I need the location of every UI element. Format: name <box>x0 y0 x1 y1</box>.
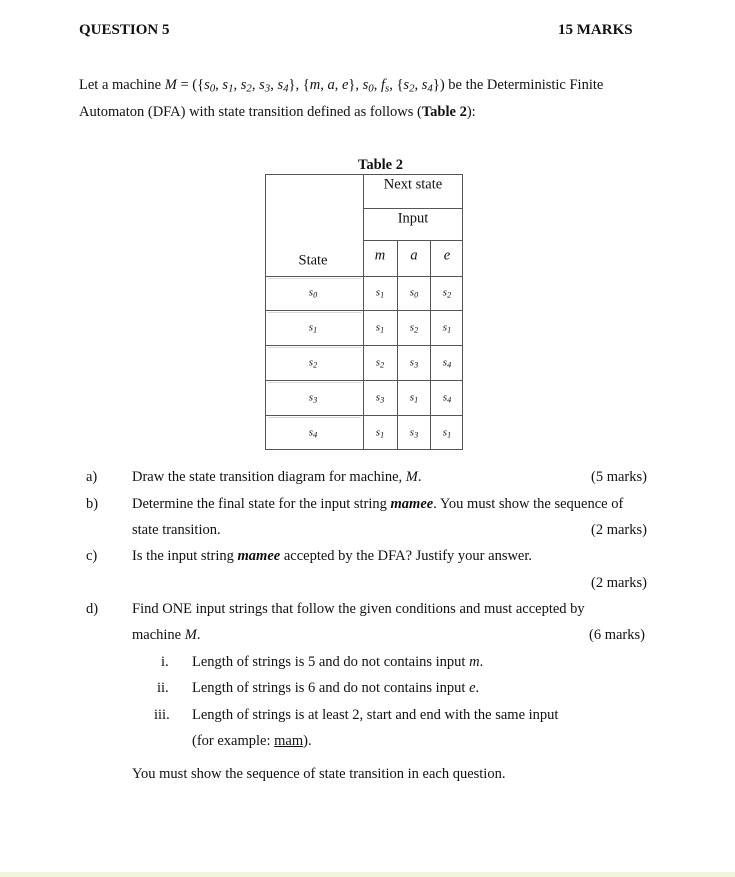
item-i-label: i. <box>161 654 169 670</box>
example-suffix: ). <box>303 733 312 749</box>
start-state: s0 <box>362 77 374 95</box>
machine-symbol: M <box>405 469 418 485</box>
state-cell-s1 <box>309 321 317 334</box>
state-label: s2 <box>308 356 318 370</box>
input-a-header: a <box>410 247 418 264</box>
next-state-cell-s4-a <box>410 426 418 439</box>
question-c-body: Is the input string <box>132 548 238 564</box>
next-state-value: s3 <box>409 426 419 440</box>
page-footer-band <box>0 872 735 877</box>
final-state-s2: s2 <box>403 77 415 95</box>
question-c-marks: (2 marks) <box>591 575 647 591</box>
next-state-value: s1 <box>442 321 452 335</box>
state-label: s3 <box>308 391 318 405</box>
final-states-label: fs <box>380 77 390 95</box>
example-prefix: (for example: <box>192 733 275 749</box>
question-d-body-end: . <box>196 627 201 643</box>
state-label: s0 <box>308 286 318 300</box>
state-label: s4 <box>308 426 318 440</box>
state-header: State <box>298 252 328 269</box>
next-state-value: s1 <box>442 426 452 440</box>
closing-instruction: You must show the sequence of state transition in each question. <box>132 766 506 782</box>
next-state-value: s2 <box>375 356 385 370</box>
next-state-cell-s4-m <box>376 426 384 439</box>
input-string: mamee <box>237 548 281 564</box>
intro-suffix: ) be the Deterministic Finite <box>439 77 604 93</box>
state-cell-s2 <box>309 356 317 369</box>
state-s0: s0 <box>204 77 216 95</box>
next-state-cell-s3-m <box>376 391 384 404</box>
state-label: s1 <box>308 321 318 335</box>
next-state-value: s1 <box>375 426 385 440</box>
next-state-value: s3 <box>409 356 419 370</box>
question-b-body-end: . You must show the sequence of <box>433 496 624 512</box>
next-state-cell-s3-e <box>443 391 451 404</box>
item-iii-label: iii. <box>154 707 170 723</box>
next-state-cell-s1-m <box>376 321 384 334</box>
input-a: a <box>327 77 335 93</box>
intro-line-2 <box>79 104 476 121</box>
machine-symbol: M <box>184 627 197 643</box>
next-state-value: s0 <box>409 286 419 300</box>
question-c-text <box>132 548 532 565</box>
item-ii-body: Length of strings is 6 and do not contains input <box>192 680 470 696</box>
state-cell-s4 <box>309 426 317 439</box>
next-state-cell-s1-e <box>443 321 451 334</box>
next-state-value: s4 <box>442 356 452 370</box>
total-marks: 15 MARKS <box>558 22 633 38</box>
question-d-body: machine <box>132 627 185 643</box>
intro-line-2-end: ): <box>466 104 476 120</box>
question-a-end: . <box>417 469 422 485</box>
state-s4: s4 <box>277 77 289 95</box>
item-i-body: Length of strings is 5 and do not contains input <box>192 654 470 670</box>
next-state-value: s1 <box>375 321 385 335</box>
input-string: mamee <box>390 496 434 512</box>
next-state-cell-s4-e <box>443 426 451 439</box>
input-e: e <box>341 77 349 93</box>
table-reference: Table 2 <box>421 104 467 120</box>
question-b-text-1 <box>132 496 623 513</box>
question-d-label: d) <box>86 601 99 617</box>
next-state-cell-s0-a <box>410 286 418 299</box>
next-state-value: s1 <box>409 391 419 405</box>
item-ii-text <box>192 680 479 697</box>
next-state-value: s2 <box>442 286 452 300</box>
question-a-label: a) <box>86 469 98 485</box>
state-cell-s0 <box>309 286 317 299</box>
next-state-cell-s0-e <box>443 286 451 299</box>
question-b-marks: (2 marks) <box>591 522 647 538</box>
next-state-cell-s2-m <box>376 356 384 369</box>
final-state-s4: s4 <box>421 77 433 95</box>
item-ii-end: . <box>475 680 480 696</box>
input-m: m <box>309 77 321 93</box>
input-e-header: e <box>443 247 451 264</box>
question-d-text-1: Find ONE input strings that follow the given conditions and must accepted by <box>132 601 585 617</box>
question-d-marks: (6 marks) <box>589 627 645 643</box>
table-caption: Table 2 <box>358 157 403 173</box>
next-state-cell-s3-a <box>410 391 418 404</box>
item-iii-example <box>192 733 312 750</box>
question-b-body: Determine the final state for the input string <box>132 496 391 512</box>
state-s2: s2 <box>240 77 252 95</box>
item-iii-text: Length of strings is at least 2, start and end with the same input <box>192 707 559 723</box>
next-state-value: s3 <box>375 391 385 405</box>
intro-line-2-text: Automaton (DFA) with state transition defined as follows ( <box>79 104 422 120</box>
intro-line-1: Let a machine M = ({s0, s1, s2, s3, s4}, {m, a, e}, s0, fs, {s2, s4}) be the Deterministic Finite <box>79 77 604 95</box>
item-i-text <box>192 654 483 671</box>
intro-prefix: Let a machine <box>79 77 165 93</box>
question-a-text <box>132 469 422 486</box>
input-m-header: m <box>374 247 386 264</box>
input-symbol: m <box>469 654 480 670</box>
question-c-label: c) <box>86 548 98 564</box>
question-a-marks: (5 marks) <box>591 469 647 485</box>
state-cell-s3 <box>309 391 317 404</box>
question-c-body-end: accepted by the DFA? Justify your answer. <box>280 548 533 564</box>
state-s1: s1 <box>222 77 234 95</box>
machine-symbol: M <box>164 77 177 93</box>
question-b-label: b) <box>86 496 99 512</box>
next-state-cell-s2-a <box>410 356 418 369</box>
state-s3: s3 <box>259 77 271 95</box>
next-state-value: s4 <box>442 391 452 405</box>
question-title: QUESTION 5 <box>79 22 170 38</box>
input-symbol: e <box>469 680 476 696</box>
next-state-cell-s2-e <box>443 356 451 369</box>
next-state-value: s2 <box>409 321 419 335</box>
transition-table <box>265 174 463 450</box>
input-header: Input <box>397 210 429 227</box>
next-state-cell-s1-a <box>410 321 418 334</box>
question-d-text-2 <box>132 627 200 644</box>
table-grid <box>265 174 463 450</box>
next-state-value: s1 <box>375 286 385 300</box>
tuple-open: = ({ <box>176 77 205 93</box>
next-state-header: Next state <box>383 176 443 193</box>
next-state-cell-s0-m <box>376 286 384 299</box>
question-b-text-2: state transition. <box>132 522 221 538</box>
example-string: mam <box>274 733 304 749</box>
item-i-end: . <box>479 654 484 670</box>
question-a-body: Draw the state transition diagram for machine, <box>132 469 406 485</box>
item-ii-label: ii. <box>157 680 169 696</box>
